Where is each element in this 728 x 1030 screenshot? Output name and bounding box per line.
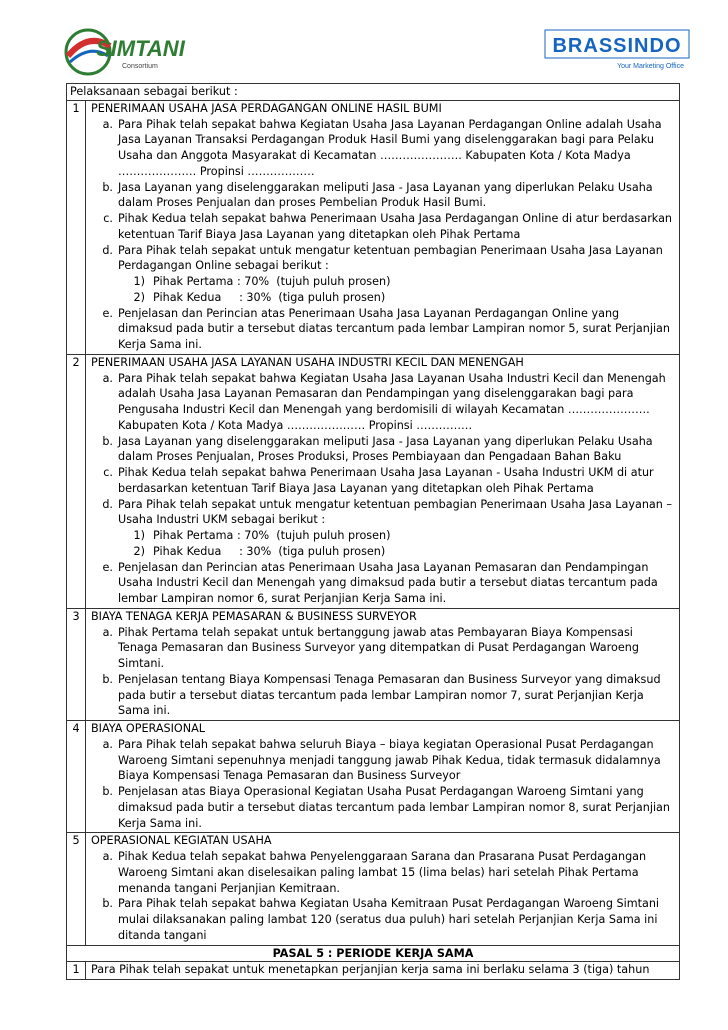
item-label: e. [102,560,113,574]
sub-item-text: Pihak Kedua : 30% (tiga puluh prosen) [153,290,386,304]
item-text: Pihak Pertama telah sepakat untuk bertanggung jawab atas Pembayaran Biaya Kompensasi Tenaga Pemasaran dan Business Surveyor yang ditempatkan di Pusat Perdagangan Waroeng Simtani. [118,625,639,670]
list-item [91,497,676,529]
item-text: Jasa Layanan yang diselenggarakan meliputi Jasa - Jasa Layanan yang diperlukan Pelaku Usaha dalam Proses Penjualan dan proses Pembelian Produk Hasil Bumi. [118,180,653,210]
item-label: a. [102,737,113,751]
item-text: Para Pihak telah sepakat bahwa Kegiatan Usaha Jasa Layanan Usaha Industri Kecil dan Menengah adalah Usaha Jasa Layanan Pemasaran dan Pendampingan yang diselenggarakan bagi para Pengusaha Industri Kecil dan Menengah yang berdomisili di wilayah Kecamatan …………………. Kabupaten Kota / Kota Madya ………………… Propinsi …………… [118,371,666,432]
item-label: d. [102,497,113,511]
intro-text: Pelaksanaan sebagai berikut : [70,85,238,98]
item-label: b. [102,672,113,686]
list-item [91,625,676,672]
document-table [66,83,680,980]
item-label: b. [102,897,113,911]
item-text: Penjelasan dan Perincian atas Penerimaan Usaha Jasa Layanan Perdagangan Online yang dimaksud pada butir a tersebut diatas tercantum pada lembar Lampiran nomor 5, surat Perjanjian Kerja Sama ini. [118,306,670,351]
sub-item [91,528,676,544]
sub-item [91,274,676,290]
list-item [91,371,676,434]
sub-item-text: Pihak Pertama : 70% (tujuh puluh prosen) [153,275,391,288]
item-text: Para Pihak telah sepakat untuk mengatur ketentuan pembagian Penerimaan Usaha Jasa Layanan – Usaha Industri UKM sebagai berikut : [118,497,673,527]
section-number: 5 [67,833,86,944]
item-label: b. [102,785,113,798]
intro-row [66,83,680,101]
last-row [66,962,680,980]
svg-text:BRASSINDO: BRASSINDO [552,35,682,57]
svg-text:Your Marketing Office: Your Marketing Office [617,63,684,70]
sub-item-text: Pihak Kedua : 30% (tiga puluh prosen) [153,544,386,558]
item-text: Para Pihak telah sepakat bahwa seluruh Biaya – biaya kegiatan Operasional Pusat Perdagangan Waroeng Simtani sepenuhnya menjadi tanggung jawab Pihak Kedua, tidak termasuk didalamnya Biaya Kompensasi Tenaga Pemasaran dan Business Surveyor [118,737,661,783]
sub-item-text: Pihak Pertama : 70% (tujuh puluh prosen) [153,529,391,542]
list-item [91,896,676,943]
list-item [91,849,676,896]
section-title: BIAYA TENAGA KERJA PEMASARAN & BUSINESS SURVEYOR [91,609,417,623]
svg-text:SIMTANI: SIMTANI [96,36,185,61]
svg-text:Consortium: Consortium [122,63,158,70]
sub-item [91,544,676,560]
section-number: 1 [67,101,86,354]
section-body [86,101,679,354]
item-text: Para Pihak telah sepakat untuk mengatur ketentuan pembagian Penerimaan Usaha Jasa Layanan Perdagangan Online sebagai berikut : [118,243,663,273]
list-item [91,672,676,719]
sub-item [91,290,676,306]
item-label: c. [103,212,113,225]
list-item [91,211,676,243]
list-item [91,465,676,497]
list-item [91,737,676,784]
row-text: Para Pihak telah sepakat untuk menetapkan perjanjian kerja sama ini berlaku selama 3 (tiga) tahun [91,963,650,977]
list-item [91,180,676,212]
list-item [91,306,676,353]
list-item [91,117,676,180]
sub-item-label: 2) [133,290,145,304]
pasal-heading: PASAL 5 : PERIODE KERJA SAMA [272,946,474,960]
section-row [66,101,680,355]
list-item [91,434,676,466]
item-label: a. [102,371,113,385]
row-number: 1 [67,962,86,979]
section-number: 4 [67,721,86,832]
item-label: d. [102,243,113,257]
item-text: Pihak Kedua telah sepakat bahwa Penyelenggaraan Sarana dan Prasarana Pusat Perdagangan Waroeng Simtani akan diselesaikan paling lambat 15 (lima belas) hari setelah Pihak Pertama menanda tangani Perjanjian Kemitraan. [118,850,647,895]
brassindo-logo [544,28,690,76]
section-row [66,609,680,721]
section-title: OPERASIONAL KEGIATAN USAHA [91,834,272,848]
sub-item-label: 1) [133,529,145,542]
list-item [91,560,676,607]
item-text: Penjelasan tentang Biaya Kompensasi Tenaga Pemasaran dan Business Surveyor yang dimaksud pada butir a tersebut diatas tercantum pada lembar Lampiran nomor 7, surat Perjanjian Kerja Sama ini. [118,672,661,718]
item-text: Jasa Layanan yang diselenggarakan meliputi Jasa - Jasa Layanan yang diperlukan Pelaku Usaha dalam Proses Penjualan, Proses Produksi, Proses Pembiayaan dan Pengadaan Bahan Baku [118,434,653,464]
item-text: Pihak Kedua telah sepakat bahwa Penerimaan Usaha Jasa Perdagangan Online di atur berdasarkan ketentuan Tarif Biaya Jasa Layanan yang ditetapkan oleh Pihak Pertama [118,212,673,241]
item-label: a. [102,117,113,131]
section-number: 2 [67,355,86,608]
section-number: 3 [67,609,86,720]
simtani-logo [64,22,234,78]
item-text: Penjelasan atas Biaya Operasional Kegiatan Usaha Pusat Perdagangan Waroeng Simtani yang dimaksud pada butir a tersebut diatas tercantum pada lembar Lampiran nomor 8, surat Perjanjian Kerja Sama ini. [118,785,670,830]
item-label: b. [102,180,113,194]
item-label: a. [102,850,113,863]
list-item [91,784,676,831]
sub-item-label: 2) [133,544,145,558]
item-text: Para Pihak telah sepakat bahwa Kegiatan Usaha Kemitraan Pusat Perdagangan Waroeng Simtani mulai dilaksanakan paling lambat 120 (seratus dua puluh) hari setelah Perjanjian Kerja Sama ini ditanda tangani [118,897,660,942]
item-label: a. [102,625,113,639]
list-item [91,243,676,275]
item-text: Para Pihak telah sepakat bahwa Kegiatan Usaha Jasa Layanan Perdagangan Online adalah Usaha Jasa Layanan Transaksi Perdagangan Produk Hasil Bumi yang diselenggarakan bagi para Pelaku Usaha dan Anggota Masyarakat di Kecamatan …………………. Kabupaten Kota / Kota Madya ………………… Propinsi ……………… [118,117,662,178]
item-label: b. [102,434,113,448]
item-text: Pihak Kedua telah sepakat bahwa Penerimaan Usaha Jasa Layanan - Usaha Industri UKM di atur berdasarkan ketentuan Tarif Biaya Jasa Layanan yang ditetapkan oleh Pihak Pertama [118,466,654,495]
section-row [66,833,680,945]
item-label: e. [102,306,113,320]
section-row [66,721,680,833]
section-title: BIAYA OPERASIONAL [91,722,205,735]
sub-item-label: 1) [133,275,145,288]
section-body [86,721,679,832]
section-title: PENERIMAAN USAHA JASA LAYANAN USAHA INDUSTRI KECIL DAN MENENGAH [91,355,524,369]
item-text: Penjelasan dan Perincian atas Penerimaan Usaha Jasa Layanan Pemasaran dan Pendampingan Usaha Industri Kecil dan Menengah yang dimaksud pada butir a tersebut diatas tercantum pada lembar Lampiran nomor 6, surat Perjanjian Kerja Sama ini. [118,560,658,605]
section-body [86,355,679,608]
section-row [66,355,680,609]
pasal-row [66,946,680,963]
section-body [86,833,679,944]
section-title: PENERIMAAN USAHA JASA PERDAGANGAN ONLINE HASIL BUMI [91,101,442,115]
item-label: c. [103,466,113,479]
section-body [86,609,679,720]
